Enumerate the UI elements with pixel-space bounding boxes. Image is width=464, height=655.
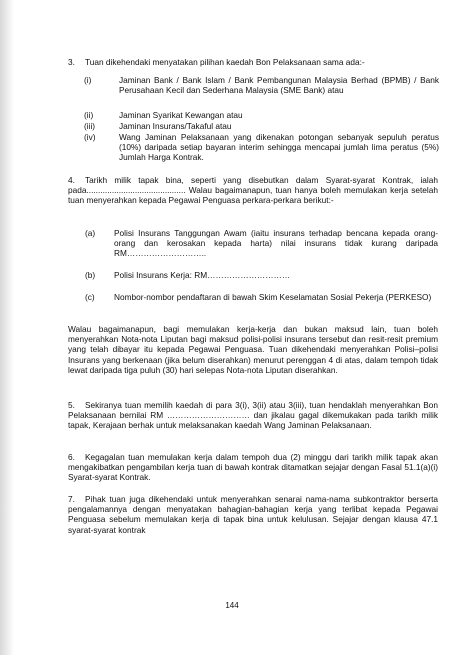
paragraph-4 <box>68 175 438 206</box>
sub-item-text: Polisi Insurans Tanggungan Awam (iaitu insurans terhadap bencana kepada orang-orang dan kerosakan kepada harta) nilai insurans tidak kurang daripada RM……………………….. <box>114 228 438 259</box>
list-item-text: Jaminan Insurans/Takaful atau <box>119 121 232 131</box>
list-item-label: (iv) <box>84 132 96 142</box>
page-number: 144 <box>225 601 239 610</box>
sub-item-text: Polisi Insurans Kerja: RM………………………… <box>114 270 291 280</box>
sub-item-label: (c) <box>85 292 95 302</box>
paragraph-5 <box>68 400 438 431</box>
paragraph-text: Tarikh milik tapak bina, seperti yang disebutkan dalam Syarat-syarat Kontrak, ialah pada........................................... Walau bagaimanapun, tuan hanya boleh memulakan kerja setelah tuan menyerahkan kepada Pegawai Penguasa perkara-perkara berikut:- <box>68 175 438 206</box>
list-item-label: (i) <box>84 75 92 85</box>
paragraph-text: Sekiranya tuan memilih kaedah di para 3(i), 3(ii) atau 3(iii), tuan hendaklah menyerahkan Bon Pelaksanaan bernilai RM ………………………… dan jikalau gagal dikemukakan pada tarikh milik tapak, Kerajaan berhak untuk melaksanakan kaedah Wang Jaminan Pelaksanaan. <box>68 400 438 431</box>
paragraph-number: 6. <box>68 452 75 462</box>
paragraph-number: 7. <box>68 494 75 504</box>
paragraph-number: 4. <box>68 175 75 185</box>
paragraph-4-closing: Walau bagaimanapun, bagi memulakan kerja-kerja dan bukan maksud lain, tuan boleh menyerahkan Nota-nota Liputan bagi maksud polisi-polisi insurans tersebut dan resit-resit premium yang telah dibayar itu kepada Pegawai Penguasa. Tuan dikehendaki menyerahkan Polisi–polisi Insurans yang berkenaan (jika belum diserahkan) menurut perenggan 4 di atas, dalam tempoh tidak lewat daripada tiga puluh (30) hari selepas Nota-nota Liputan diserahkan. <box>68 324 438 375</box>
list-item-text: Jaminan Bank / Bank Islam / Bank Pembangunan Malaysia Berhad (BPMB) / Bank Perusahaan Kecil dan Sederhana Malaysia (SME Bank) atau <box>119 75 439 96</box>
list-item-text: Wang Jaminan Pelaksanaan yang dikenakan potongan sebanyak sepuluh peratus (10%) daripada setiap bayaran interim sehingga mencapai jumlah lima peratus (5%) Jumlah Harga Kontrak. <box>119 132 439 163</box>
paragraph-7 <box>68 494 438 535</box>
sub-item-text: Nombor-nombor pendaftaran di bawah Skim Keselamatan Sosial Pekerja (PERKESO) <box>114 292 432 302</box>
paragraph-number: 5. <box>68 400 75 410</box>
paragraph-number: 3. <box>68 57 75 67</box>
list-item-text: Jaminan Syarikat Kewangan atau <box>119 110 243 120</box>
list-item-label: (iii) <box>84 121 96 131</box>
sub-item-label: (b) <box>85 270 96 280</box>
paragraph-text: Tuan dikehendaki menyatakan pilihan kaedah Bon Pelaksanaan sama ada:- <box>85 57 365 67</box>
paragraph-text: Pihak tuan juga dikehendaki untuk menyerahkan senarai nama-nama subkontraktor berserta pengalamannya dengan menyatakan bahagian-bahagian kerja yang terlibat kepada Pegawai Penguasa sebelum memulakan kerja di tapak bina untuk kelulusan. Sejajar dengan klausa 47.1 syarat-syarat kontrak <box>68 494 438 535</box>
list-item-label: (ii) <box>84 110 94 120</box>
sub-item-label: (a) <box>85 228 96 238</box>
paragraph-6 <box>68 452 438 483</box>
paragraph-text: Kegagalan tuan memulakan kerja dalam tempoh dua (2) minggu dari tarikh milik tapak akan mengakibatkan pengambilan kerja tuan di bawah kontrak ditamatkan sejajar dengan Fasal 51.1(a)(i) Syarat-syarat Kontrak. <box>68 452 438 483</box>
